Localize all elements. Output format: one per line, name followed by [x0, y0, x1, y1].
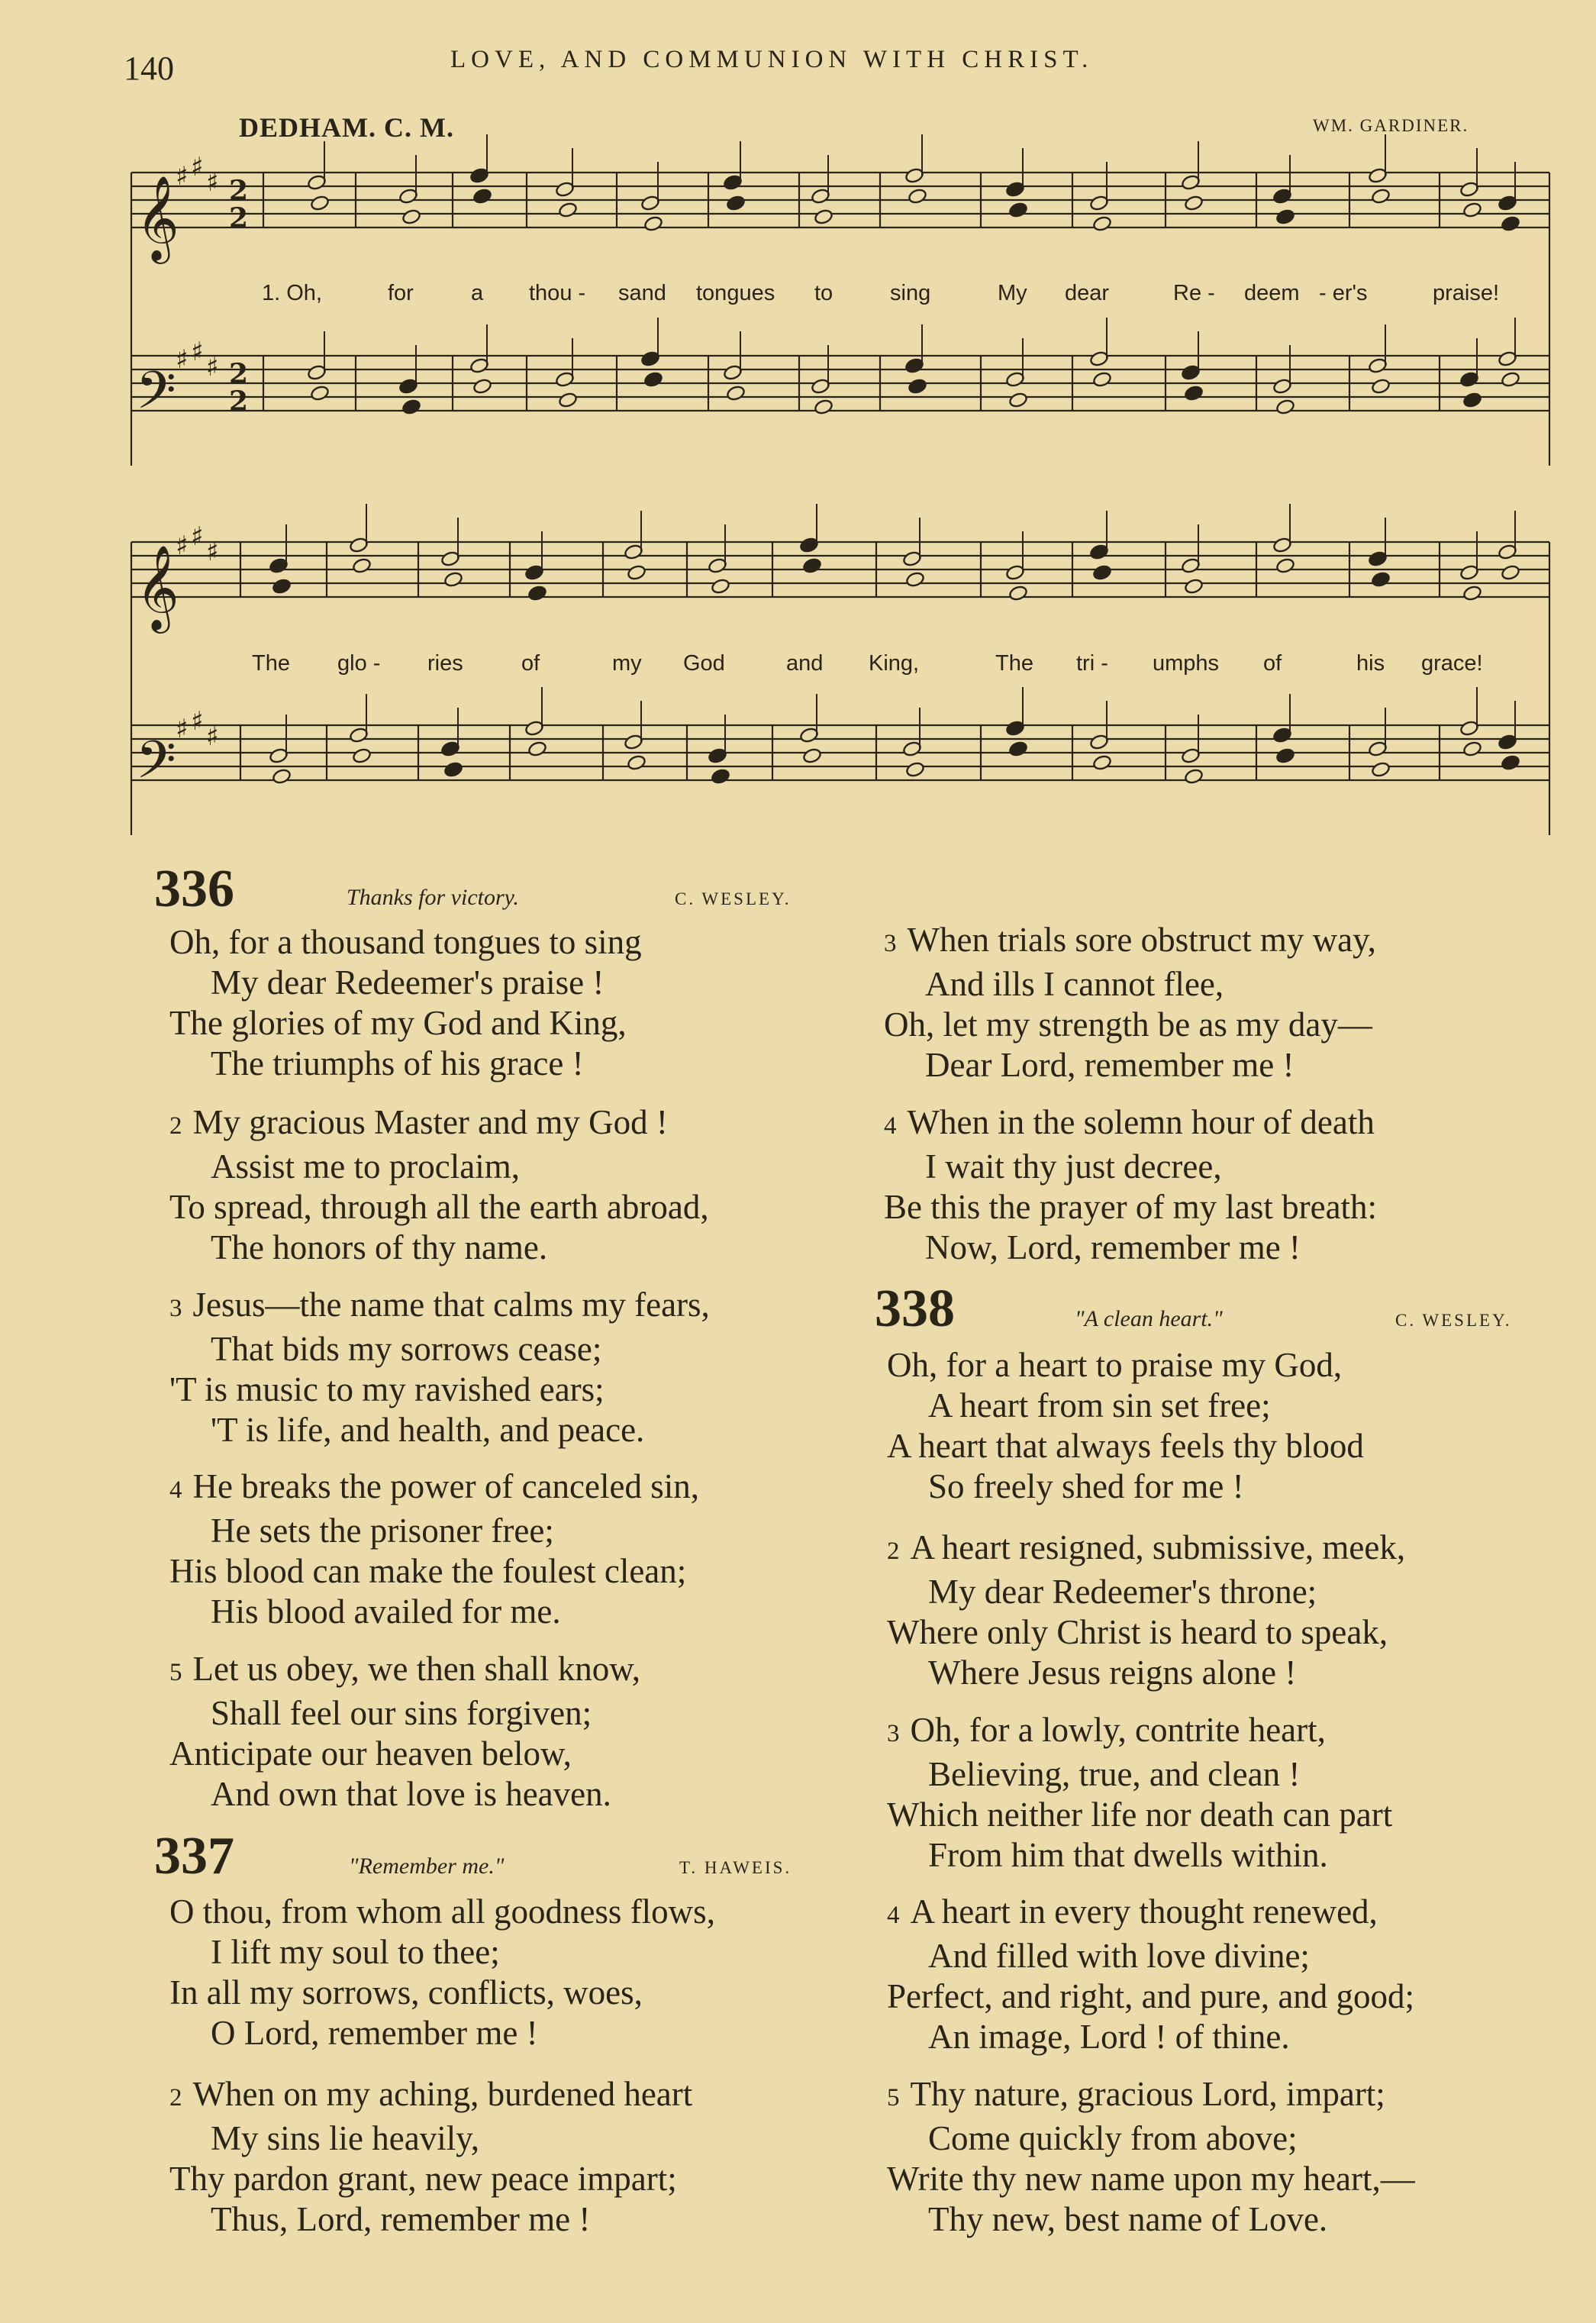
lyric-syllable: God: [683, 651, 725, 676]
lyric-syllable: ries: [427, 651, 463, 676]
hymn-338-header: [875, 1279, 1512, 1340]
verse-line: Thus, Lord, remember me !: [211, 2200, 591, 2238]
note-head: [814, 398, 833, 415]
lyric-syllable: tongues: [696, 281, 775, 305]
note-head: [1501, 371, 1520, 388]
lyric-syllable: of: [1263, 651, 1282, 676]
note-head: [1008, 585, 1028, 602]
lyric-syllable: deem: [1244, 281, 1300, 305]
verse-line: Come quickly from above;: [928, 2119, 1298, 2157]
note-head: [1371, 761, 1391, 778]
lyric-syllable: glo -: [337, 651, 381, 676]
note-head: [527, 740, 547, 757]
note-head: [1092, 371, 1112, 388]
verse-line: My gracious Master and my God !: [192, 1103, 668, 1141]
note-head: [1092, 564, 1112, 581]
verse-line: So freely shed for me !: [928, 1467, 1244, 1505]
verse-line: A heart from sin set free;: [928, 1386, 1271, 1424]
verse-line: Believing, true, and clean !: [928, 1755, 1301, 1793]
note-head: [401, 398, 421, 415]
sharp-sign: ♯: [191, 337, 204, 367]
lyric-syllable: - er's: [1319, 281, 1368, 305]
hymn-336-verse-4: [169, 1466, 699, 1632]
note-head: [1462, 392, 1482, 408]
hymn-title: "A clean heart.": [1075, 1306, 1223, 1331]
verse-line: He breaks the power of canceled sin,: [192, 1467, 699, 1505]
hymn-338-verse-5: [887, 2074, 1415, 2240]
verse-line: He sets the prisoner free;: [211, 1512, 554, 1550]
note-head: [352, 747, 372, 764]
time-signature: 2: [229, 202, 249, 234]
verse-line: Thy new, best name of Love.: [928, 2200, 1328, 2238]
verse-line: An image, Lord ! of thine.: [928, 2018, 1290, 2056]
verse-line: Now, Lord, remember me !: [925, 1228, 1301, 1266]
note-head: [1462, 585, 1482, 602]
hymn-338-verse-4: [887, 1892, 1414, 2057]
note-head: [352, 557, 372, 574]
page-number: 140: [124, 50, 174, 87]
verse-line: The honors of thy name.: [211, 1228, 548, 1266]
note-head: [711, 768, 730, 785]
verse-line: My sins lie heavily,: [211, 2119, 480, 2157]
verse-number: 2: [169, 2084, 182, 2112]
hymn-title: "Remember me.": [349, 1854, 505, 1879]
hymn-338-verse-2: [887, 1528, 1405, 1693]
verse-number: 4: [887, 1902, 900, 1929]
sharp-sign: ♯: [191, 521, 204, 552]
hymn-author: T. HAWEIS.: [679, 1858, 792, 1877]
note-head: [1462, 202, 1482, 218]
lyric-syllable: my: [612, 651, 642, 676]
note-head: [643, 215, 663, 232]
verse-line: In all my sorrows, conflicts, woes,: [169, 1973, 643, 2012]
sharp-sign: ♯: [176, 714, 189, 744]
verse-line: 'T is music to my ravished ears;: [169, 1370, 605, 1408]
verse-line: A heart resigned, submissive, meek,: [910, 1528, 1406, 1566]
note-head: [1092, 754, 1112, 771]
sharp-sign: ♯: [176, 344, 189, 375]
verse-line: Oh, for a lowly, contrite heart,: [910, 1711, 1326, 1749]
note-head: [1275, 557, 1295, 574]
verse-line: When on my aching, burdened heart: [192, 2075, 693, 2113]
note-head: [310, 385, 330, 402]
note-head: [908, 378, 927, 395]
verse-line: Perfect, and right, and pure, and good;: [887, 1977, 1415, 2015]
note-head: [472, 188, 492, 205]
lyric-syllable: Re -: [1173, 281, 1215, 305]
verse-line: The glories of my God and King,: [169, 1004, 627, 1042]
bass-clef: 𝄢: [136, 361, 176, 434]
note-head: [1184, 768, 1204, 785]
note-head: [1008, 202, 1028, 218]
lyric-syllable: The: [252, 651, 290, 676]
verse-line: To spread, through all the earth abroad,: [169, 1188, 709, 1226]
verse-line: And own that love is heaven.: [211, 1775, 611, 1813]
note-head: [443, 571, 463, 588]
note-head: [443, 761, 463, 778]
lyric-syllable: umphs: [1153, 651, 1220, 676]
time-signature: 2: [229, 175, 249, 207]
verse-line: Where only Christ is heard to speak,: [887, 1613, 1388, 1651]
verse-line: Shall feel our sins forgiven;: [211, 1694, 592, 1732]
note-head: [627, 564, 646, 581]
verse-line: I wait thy just decree,: [925, 1147, 1222, 1186]
lyric-syllable: his: [1356, 651, 1385, 676]
verse-line: O Lord, remember me !: [211, 2014, 538, 2052]
lyric-syllable: 1. Oh,: [262, 281, 322, 305]
sharp-sign: ♯: [176, 161, 189, 192]
note-head: [310, 195, 330, 211]
verse-line: The triumphs of his grace !: [211, 1044, 584, 1082]
sharp-sign: ♯: [191, 152, 204, 182]
note-head: [1501, 564, 1520, 581]
hymn-337-header: [154, 1826, 792, 1887]
hymn-author: C. WESLEY.: [675, 889, 792, 908]
sharp-sign: ♯: [206, 537, 219, 567]
verse-line: I lift my soul to thee;: [211, 1933, 500, 1971]
note-head: [1275, 208, 1295, 225]
lyric-syllable: thou -: [529, 281, 586, 305]
time-signature: 2: [229, 386, 249, 418]
verse-number: 4: [884, 1112, 897, 1140]
note-head: [905, 571, 925, 588]
verse-line: Assist me to proclaim,: [211, 1147, 520, 1186]
note-head: [1275, 747, 1295, 764]
verse-line: Oh, for a heart to praise my God,: [887, 1346, 1343, 1384]
running-head: LOVE, AND COMMUNION WITH CHRIST.: [450, 46, 1094, 73]
note-head: [1092, 215, 1112, 232]
hymn-author: C. WESLEY.: [1395, 1311, 1512, 1330]
hymn-337-verse-1: [169, 1892, 715, 2054]
verse-line: From him that dwells within.: [928, 1836, 1328, 1874]
verse-number: 2: [169, 1112, 182, 1140]
verse-number: 3: [169, 1295, 182, 1322]
note-head: [1275, 398, 1295, 415]
verse-number: 5: [169, 1659, 182, 1686]
note-head: [272, 768, 292, 785]
verse-line: 'T is life, and health, and peace.: [211, 1411, 645, 1449]
hymn-title: Thanks for victory.: [347, 885, 519, 910]
verse-line: Dear Lord, remember me !: [925, 1046, 1295, 1084]
verse-line: Oh, let my strength be as my day—: [884, 1005, 1372, 1044]
time-signature: 2: [229, 358, 249, 390]
note-head: [1008, 740, 1028, 757]
verse-line: Thy nature, gracious Lord, impart;: [910, 2075, 1385, 2113]
verse-line: Where Jesus reigns alone !: [928, 1654, 1297, 1692]
verse-number: 3: [884, 930, 897, 957]
verse-line: His blood can make the foulest clean;: [169, 1552, 687, 1590]
verse-line: Write thy new name upon my heart,—: [887, 2160, 1415, 2198]
lyric-syllable: grace!: [1421, 651, 1483, 676]
verse-line: Oh, for a thousand tongues to sing: [169, 923, 642, 961]
sharp-sign: ♯: [176, 531, 189, 561]
note-head: [802, 557, 822, 574]
note-head: [1501, 215, 1520, 232]
lyric-syllable: praise!: [1433, 281, 1500, 305]
lyric-syllable: King,: [869, 651, 920, 676]
hymn-337-verse-3: [884, 920, 1376, 1086]
treble-clef: 𝄞: [136, 175, 179, 260]
note-head: [401, 208, 421, 225]
lyric-syllable: sing: [890, 281, 931, 305]
verse-line: Be this the prayer of my last breath:: [884, 1188, 1378, 1226]
verse-line: And ills I cannot flee,: [925, 965, 1224, 1003]
note-head: [726, 195, 746, 211]
bass-clef: 𝄢: [136, 731, 176, 803]
sharp-sign: ♯: [206, 721, 219, 752]
lyric-syllable: My: [998, 281, 1027, 305]
verse-line: O thou, from whom all goodness flows,: [169, 1892, 715, 1931]
verse-number: 3: [887, 1720, 900, 1747]
hymn-336-verse-2: [169, 1102, 709, 1268]
verse-line: A heart that always feels thy blood: [887, 1427, 1364, 1465]
verse-line: A heart in every thought renewed,: [910, 1892, 1378, 1931]
tune-name: DEDHAM. C. M.: [239, 112, 454, 143]
verse-line: My dear Redeemer's praise !: [211, 963, 605, 1002]
note-head: [1462, 740, 1482, 757]
hymn-336-header: [154, 859, 792, 920]
lyric-syllable: sand: [618, 281, 666, 305]
verse-line: His blood availed for me.: [211, 1592, 561, 1631]
note-head: [1371, 571, 1391, 588]
sharp-sign: ♯: [206, 352, 219, 382]
hymn-number: 336: [154, 860, 234, 918]
lyric-syllable: for: [388, 281, 414, 305]
hymn-336-verse-1: [169, 922, 642, 1084]
lyric-syllable: tri -: [1076, 651, 1108, 676]
note-head: [627, 754, 646, 771]
note-head: [527, 585, 547, 602]
note-head: [1184, 385, 1204, 402]
note-head: [1501, 754, 1520, 771]
hymn-338-verse-1: [887, 1345, 1364, 1507]
note-head: [1008, 392, 1028, 408]
tune-composer: WM. GARDINER.: [1313, 116, 1469, 135]
hymn-number: 338: [875, 1279, 955, 1338]
note-head: [272, 578, 292, 595]
note-head: [558, 392, 578, 408]
lyric-syllable: to: [814, 281, 833, 305]
verse-line: Anticipate our heaven below,: [169, 1734, 572, 1773]
verse-number: 2: [887, 1537, 900, 1565]
verse-line: Thy pardon grant, new peace impart;: [169, 2160, 677, 2198]
sharp-sign: ♯: [206, 167, 219, 198]
note-head: [905, 761, 925, 778]
note-head: [1371, 378, 1391, 395]
treble-clef: 𝄞: [136, 544, 179, 630]
verse-number: 4: [169, 1476, 182, 1504]
note-head: [643, 371, 663, 388]
verse-line: Which neither life nor death can part: [887, 1795, 1393, 1834]
lyric-syllable: of: [521, 651, 540, 676]
note-head: [558, 202, 578, 218]
verse-number: 5: [887, 2084, 900, 2112]
verse-line: Let us obey, we then shall know,: [192, 1650, 641, 1688]
hymn-number: 337: [154, 1827, 234, 1886]
verse-line: When trials sore obstruct my way,: [907, 921, 1376, 959]
lyric-syllable: dear: [1065, 281, 1110, 305]
verse-line: When in the solemn hour of death: [907, 1103, 1375, 1141]
sharp-sign: ♯: [191, 706, 204, 737]
note-head: [726, 385, 746, 402]
note-head: [472, 378, 492, 395]
verse-line: Jesus—the name that calms my fears,: [192, 1286, 710, 1324]
note-head: [711, 578, 730, 595]
lyric-syllable: and: [786, 651, 824, 676]
music-score: [0, 0, 1596, 840]
note-head: [1184, 195, 1204, 211]
verse-line: My dear Redeemer's throne;: [928, 1573, 1317, 1611]
note-head: [908, 188, 927, 205]
note-head: [814, 208, 833, 225]
hymn-336-verse-5: [169, 1649, 640, 1815]
lyric-syllable: a: [471, 281, 484, 305]
hymn-337-verse-4: [884, 1102, 1377, 1268]
hymn-337-verse-2: [169, 2074, 692, 2240]
note-head: [1371, 188, 1391, 205]
hymn-336-verse-3: [169, 1285, 710, 1450]
note-head: [1184, 578, 1204, 595]
lyric-syllable: The: [995, 651, 1033, 676]
verse-line: And filled with love divine;: [928, 1937, 1310, 1975]
verse-line: That bids my sorrows cease;: [211, 1330, 602, 1368]
note-head: [802, 747, 822, 764]
hymn-338-verse-3: [887, 1710, 1392, 1876]
